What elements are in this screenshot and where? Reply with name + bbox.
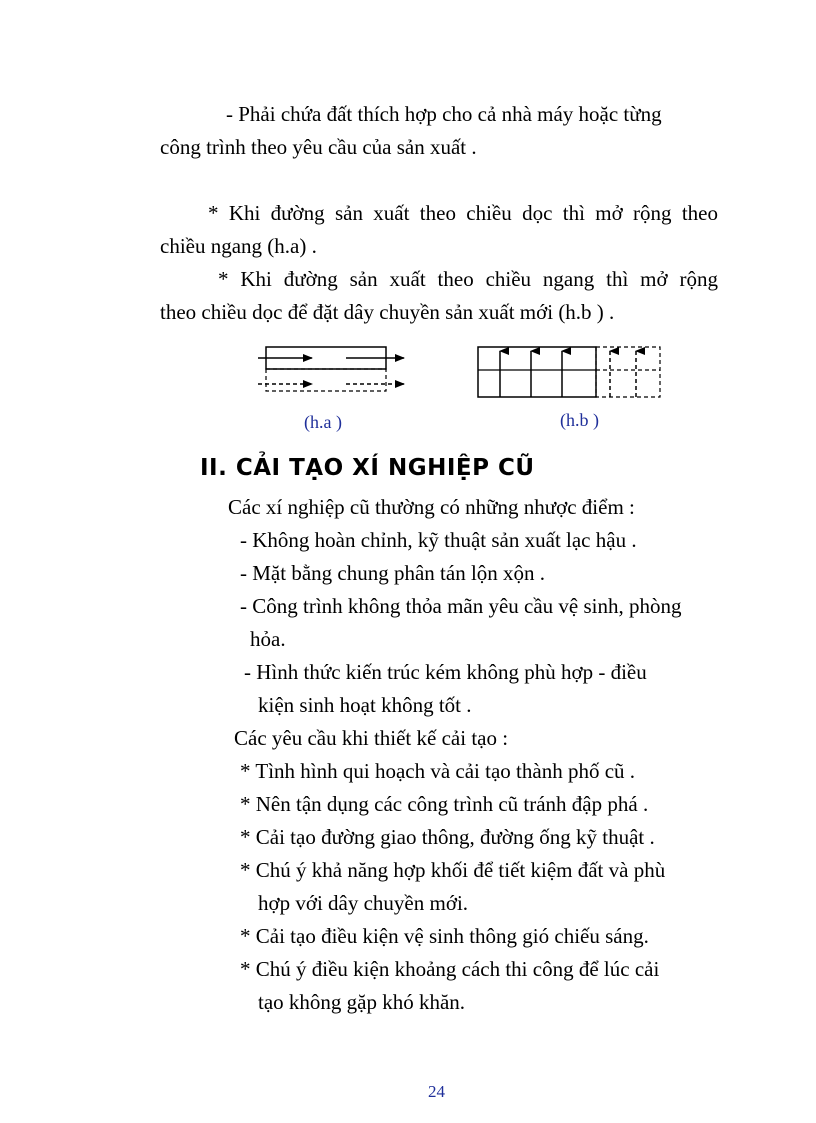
- intro-line: chiều ngang (h.a) .: [160, 234, 317, 258]
- intro-line: công trình theo yêu cầu của sản xuất .: [160, 135, 477, 159]
- defect-item-cont: kiện sinh hoạt không tốt .: [258, 693, 472, 717]
- requirement-item: * Cải tạo điều kiện vệ sinh thông gió chiếu sáng.: [240, 924, 649, 948]
- intro-line: * Khi đường sản xuất theo chiều ngang thì mở rộng: [218, 267, 718, 291]
- intro-line: * Khi đường sản xuất theo chiều dọc thì mở rộng theo: [208, 201, 718, 225]
- figure-ha: [252, 340, 412, 400]
- figure-hb-caption: (h.b ): [560, 410, 599, 430]
- section-heading: II. CẢI TẠO XÍ NGHIỆP CŨ: [200, 455, 535, 481]
- defect-item-cont: hỏa.: [250, 627, 286, 651]
- defect-item: - Mặt bằng chung phân tán lộn xộn .: [240, 561, 546, 585]
- figure-ha-caption: (h.a ): [304, 412, 342, 432]
- requirement-item-cont: tạo không gặp khó khăn.: [258, 990, 466, 1014]
- requirements-intro: Các yêu cầu khi thiết kế cải tạo :: [234, 726, 509, 750]
- requirement-item: * Tình hình qui hoạch và cải tạo thành phố cũ .: [240, 759, 636, 783]
- intro-line: - Phải chứa đất thích hợp cho cả nhà máy hoặc từng: [226, 102, 662, 126]
- figure-hb: [474, 343, 674, 403]
- requirement-item: * Chú ý khả năng hợp khối để tiết kiệm đất và phù: [240, 858, 666, 882]
- requirement-item: * Cải tạo đường giao thông, đường ống kỹ thuật .: [240, 825, 655, 849]
- requirement-item: * Chú ý điều kiện khoảng cách thi công để lúc cải: [240, 957, 660, 981]
- requirement-item-cont: hợp với dây chuyền mới.: [258, 891, 469, 915]
- page-number: 24: [428, 1082, 445, 1101]
- intro-line: theo chiều dọc để đặt dây chuyền sản xuất mới (h.b ) .: [160, 300, 615, 324]
- requirement-item: * Nên tận dụng các công trình cũ tránh đập phá .: [240, 792, 649, 816]
- defects-intro: Các xí nghiệp cũ thường có những nhược điểm :: [228, 495, 635, 519]
- defect-item: - Công trình không thỏa mãn yêu cầu vệ sinh, phòng: [240, 594, 682, 618]
- defect-item: - Hình thức kiến trúc kém không phù hợp - điều: [244, 660, 647, 684]
- defect-item: - Không hoàn chỉnh, kỹ thuật sản xuất lạc hậu .: [240, 528, 637, 552]
